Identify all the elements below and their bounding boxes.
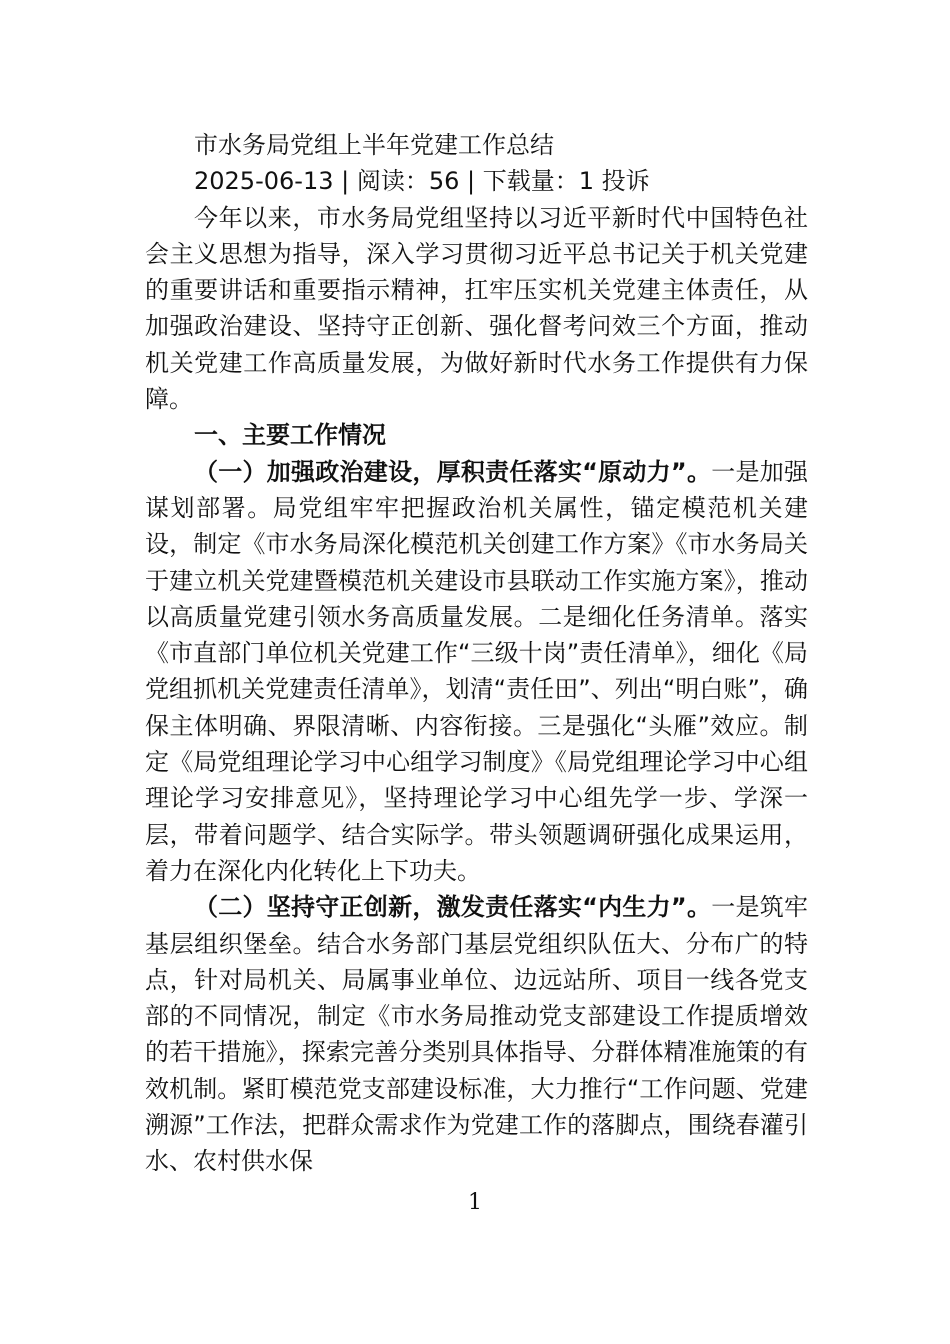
subsection-heading-1: （一）加强政治建设，厚积责任落实“原动力”。 — [194, 457, 712, 486]
document-body — [145, 127, 808, 1180]
complaint-link[interactable]: 投诉 — [594, 167, 650, 196]
subsection-heading-2: （二）坚持守正创新，激发责任落实“内生力”。 — [194, 893, 712, 922]
subsection-body-2: 一是筑牢基层组织堡垒。结合水务部门基层党组织队伍大、分布广的特点，针对局机关、局属事业单位、边远站所、项目一线各党支部的不同情况，制定《市水务局推动党支部建设工作提质增效的若干措施》，探索完善分类别具体指导、分群体精准施策的有效机制。紧盯模范党支部建设标准，大力推行“工作问题、党建溯源”工作法，把群众需求作为党建工作的落脚点，围绕春灌引水、农村供水保 — [145, 893, 809, 1176]
downloads-label: 下载量： — [482, 167, 579, 196]
reads-count: 56 — [428, 167, 460, 196]
document-title: 市水务局党组上半年党建工作总结 — [194, 131, 554, 159]
subsection-paragraph-2 — [145, 889, 808, 1179]
publish-date: 2025-06-13 — [194, 167, 334, 196]
intro-paragraph: 今年以来，市水务局党组坚持以习近平新时代中国特色社会主义思想为指导，深入学习贯彻习近平总书记关于机关党建的重要讲话和重要指示精神，扛牢压实机关党建主体责任，从加强政治建设、坚持守正创新、强化督考问效三个方面，推动机关党建工作高质量发展，为做好新时代水务工作提供有力保障。 — [145, 203, 808, 414]
meta-separator: | — [459, 167, 483, 196]
subsection-body-1: 一是加强谋划部署。局党组牢牢把握政治机关属性，锚定模范机关建设，制定《市水务局深化模范机关创建工作方案》《市水务局关于建立机关党建暨模范机关建设市县联动工作实施方案》，推动以高质量党建引领水务高质量发展。二是细化任务清单。落实《市直部门单位机关党建工作“三级十岗”责任清单》，细化《局党组抓机关党建责任清单》，划清“责任田”、列出“明白账”，确保主体明确、界限清晰、内容衔接。三是强化“头雁”效应。制定《局党组理论学习中心组学习制度》《局党组理论学习中心组理论学习安排意见》，坚持理论学习中心组先学一步、学深一层，带着问题学、结合实际学。带头领题调研强化成果运用，着力在深化内化转化上下功夫。 — [145, 457, 809, 885]
downloads-count: 1 — [578, 167, 594, 196]
subsection-paragraph-1 — [145, 454, 808, 890]
meta-separator: | — [333, 167, 357, 196]
document-meta — [145, 163, 808, 199]
page-number: 1 — [468, 1190, 482, 1215]
reads-label: 阅读： — [356, 167, 429, 196]
section-heading: 一、主要工作情况 — [194, 421, 386, 450]
